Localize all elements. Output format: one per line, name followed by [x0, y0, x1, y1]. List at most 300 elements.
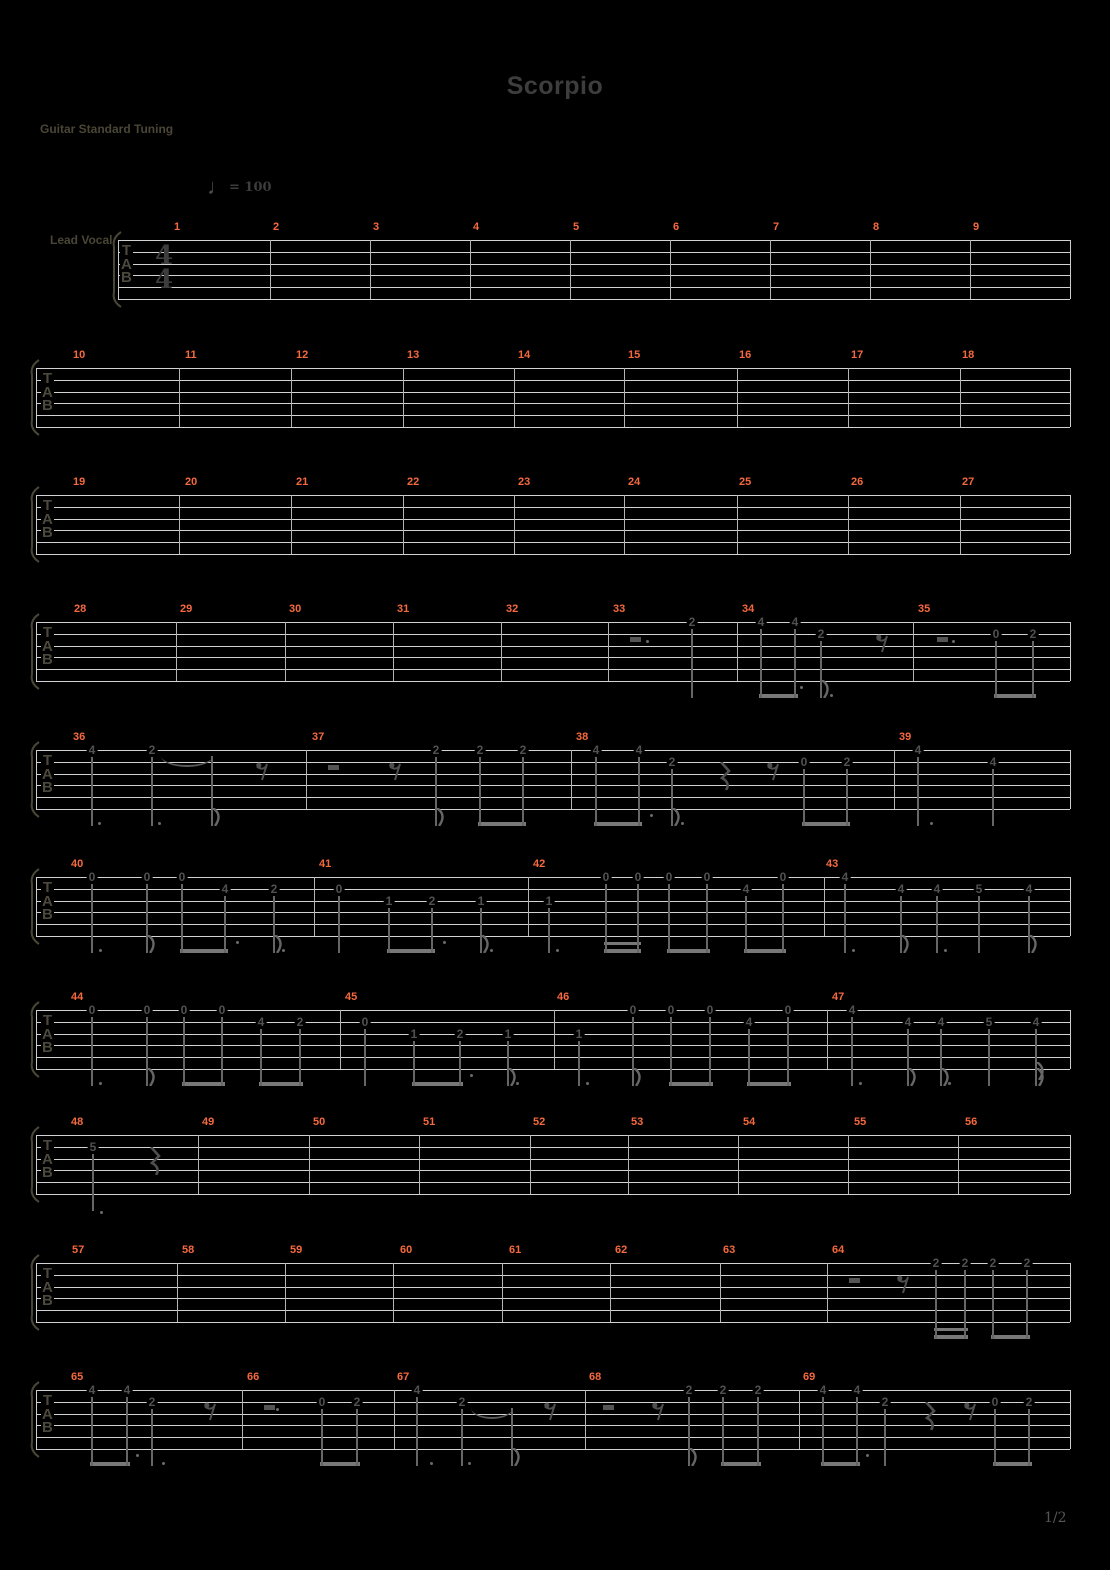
note-stem [748, 1028, 750, 1086]
barline [738, 1135, 739, 1194]
staff-line [36, 1425, 1070, 1426]
measure-number: 29 [180, 603, 193, 615]
barline [894, 750, 895, 809]
fret-number: 5 [89, 1139, 97, 1154]
measure-number: 9 [973, 221, 980, 233]
beam [759, 694, 798, 698]
fret-number: 2 [296, 1014, 304, 1029]
measure-number: 23 [518, 476, 531, 488]
staff-end-line [1070, 750, 1071, 809]
fret-number: 0 [361, 1014, 369, 1029]
fret-number: 4 [841, 870, 849, 884]
fret-number: 0 [665, 870, 673, 884]
fret-number: 0 [703, 870, 711, 884]
measure-number: 64 [832, 1244, 845, 1256]
fret-number: 2 [668, 754, 676, 769]
staff-line [36, 936, 1070, 937]
page-number: 1/2 [1044, 1510, 1067, 1526]
eighth-flag-icon [512, 1448, 522, 1466]
note-stem [638, 756, 640, 826]
measure-number: 67 [397, 1371, 410, 1383]
beam [320, 1462, 360, 1466]
note-stem [794, 628, 796, 698]
note-stem [92, 1153, 94, 1211]
staff-end-line [1070, 1135, 1071, 1194]
measure-number: 68 [589, 1371, 602, 1383]
barline [824, 877, 825, 936]
measure-number: 19 [73, 476, 86, 488]
fret-number: 4 [221, 881, 229, 896]
barline [502, 1263, 503, 1322]
fret-number: 0 [602, 870, 610, 884]
barline [848, 1135, 849, 1194]
note-stem [431, 907, 433, 953]
barline [960, 495, 961, 554]
note-stem [605, 883, 607, 953]
fret-number: 2 [353, 1394, 361, 1409]
staff-line [36, 657, 1070, 658]
staff-line [36, 1263, 1070, 1264]
note-stem [1028, 1408, 1030, 1466]
fret-number: 0 [784, 1003, 792, 1017]
staff-line [36, 1449, 1070, 1450]
measure-number: 57 [72, 1244, 85, 1256]
measure-number: 43 [826, 858, 839, 870]
augmentation-dot [162, 1462, 165, 1465]
note-stem [461, 1408, 463, 1466]
eighth-rest [389, 762, 402, 781]
augmentation-dot [470, 1074, 473, 1077]
staff-line [36, 392, 1070, 393]
measure-number: 46 [557, 991, 570, 1003]
augmentation-dot [236, 941, 239, 944]
staff-line [36, 1159, 1070, 1160]
note-stem [668, 883, 670, 953]
staff-line [36, 646, 1070, 647]
eighth-rest [876, 634, 889, 653]
fret-number: 4 [1025, 881, 1033, 896]
note-stem [988, 1028, 990, 1086]
beam [994, 694, 1036, 698]
beam [604, 949, 641, 953]
measure-number: 34 [742, 603, 755, 615]
augmentation-dot [800, 686, 803, 689]
tab-clef: T A B [42, 370, 53, 414]
measure-number: 25 [739, 476, 752, 488]
staff-bracket [26, 359, 42, 436]
measure-number: 10 [73, 349, 86, 361]
measure-number: 16 [739, 349, 752, 361]
measure-number: 11 [185, 349, 197, 361]
beam [802, 822, 850, 826]
note-stem [844, 883, 846, 953]
barline [340, 1010, 341, 1069]
note-stem [548, 907, 550, 953]
beam [604, 942, 641, 945]
fret-number: 2 [270, 881, 278, 896]
staff-line [36, 495, 1070, 496]
fret-number: 2 [719, 1383, 727, 1397]
staff-line [36, 1135, 1070, 1136]
barline [514, 368, 515, 427]
staff-line [36, 1057, 1070, 1058]
fret-number: 4 [88, 743, 96, 757]
tab-clef: T A B [42, 879, 53, 923]
barline [827, 1263, 828, 1322]
tempo-value: = 100 [229, 180, 272, 195]
augmentation-dot [98, 822, 101, 825]
quarter-note-icon: ♩ [207, 174, 229, 199]
eighth-rest [964, 1402, 977, 1421]
staff-bracket [26, 613, 42, 690]
staff-line [36, 877, 1070, 878]
tab-clef: T A B [42, 497, 53, 541]
tab-clef: T A B [42, 1137, 53, 1181]
fret-number: 2 [1029, 626, 1037, 641]
note-stem [803, 768, 805, 826]
fret-number: 2 [1023, 1256, 1031, 1270]
augmentation-dot [99, 949, 102, 952]
barline [970, 240, 971, 299]
barline [610, 1263, 611, 1322]
fret-number: 2 [961, 1256, 969, 1270]
sixteenth-flag-icon [1036, 1062, 1046, 1080]
staff-line [36, 889, 1070, 890]
augmentation-dot [158, 822, 161, 825]
augmentation-dot [430, 1462, 433, 1465]
measure-number: 58 [182, 1244, 195, 1256]
measure-number: 53 [631, 1116, 644, 1128]
staff-line [36, 1287, 1070, 1288]
measure-number: 18 [962, 349, 975, 361]
fret-number: 4 [123, 1383, 131, 1397]
augmentation-dot [830, 694, 833, 697]
measure-number: 54 [743, 1116, 756, 1128]
note-stem [1026, 1269, 1028, 1339]
augmentation-dot [136, 1454, 139, 1457]
staff-line [36, 1045, 1070, 1046]
barline [370, 240, 371, 299]
measure-number: 5 [573, 221, 580, 233]
fret-number: 2 [754, 1383, 762, 1397]
note-stem [260, 1028, 262, 1086]
measure-number: 48 [71, 1116, 84, 1128]
fret-number: 4 [257, 1014, 265, 1029]
note-stem [522, 756, 524, 826]
staff-bracket [26, 1001, 42, 1078]
barline [848, 368, 849, 427]
barline [309, 1135, 310, 1194]
note-stem [884, 1408, 886, 1466]
fret-number: 0 [779, 870, 787, 884]
beam [478, 822, 526, 826]
staff-end-line [1070, 368, 1071, 427]
barline [501, 622, 502, 681]
note-stem [856, 1396, 858, 1466]
measure-number: 69 [803, 1371, 816, 1383]
fret-number: 4 [1032, 1014, 1040, 1029]
note-stem [670, 1016, 672, 1086]
barline [737, 622, 738, 681]
measure-number: 52 [533, 1116, 546, 1128]
fret-number: 0 [318, 1394, 326, 1409]
fret-number: 2 [432, 743, 440, 757]
staff-line [36, 1310, 1070, 1311]
augmentation-dot [948, 1082, 951, 1085]
barline [419, 1135, 420, 1194]
beam [744, 949, 786, 953]
tuning-label: Guitar Standard Tuning [40, 122, 174, 136]
fret-number: 1 [477, 893, 485, 908]
fret-number: 2 [476, 743, 484, 757]
measure-number: 1 [174, 221, 181, 233]
fret-number: 2 [458, 1394, 466, 1409]
time-signature-upper: 4 [155, 241, 174, 271]
tempo-marking [207, 174, 272, 200]
barline [394, 1390, 395, 1449]
staff-line [36, 924, 1070, 925]
fret-number: 2 [843, 754, 851, 769]
measure-number: 60 [400, 1244, 413, 1256]
note-stem [321, 1408, 323, 1466]
note-stem [388, 907, 390, 953]
fret-number: 4 [791, 615, 799, 629]
staff-line [36, 427, 1070, 428]
fret-number: 4 [757, 615, 765, 629]
half-rest [849, 1278, 860, 1283]
barline [179, 368, 180, 427]
fret-number: 0 [88, 1003, 96, 1017]
staff-end-line [1070, 877, 1071, 936]
note-stem [936, 895, 938, 953]
note-stem [691, 628, 693, 698]
beam [991, 1335, 1030, 1339]
tab-clef: T A B [42, 1012, 53, 1056]
measure-number: 22 [407, 476, 420, 488]
staff-line [36, 1010, 1070, 1011]
fret-number: 4 [989, 754, 997, 769]
measure-number: 44 [71, 991, 84, 1003]
staff-end-line [1070, 1010, 1071, 1069]
note-stem [181, 883, 183, 953]
eighth-flag-icon [901, 935, 911, 953]
quarter-rest [718, 762, 732, 790]
measure-number: 37 [312, 731, 325, 743]
note-stem [356, 1408, 358, 1466]
staff-line [118, 240, 1070, 241]
staff-end-line [1070, 1263, 1071, 1322]
staff-line [36, 1298, 1070, 1299]
note-stem [787, 1016, 789, 1086]
barline [291, 495, 292, 554]
eighth-flag-icon [147, 935, 157, 953]
staff-line [36, 1170, 1070, 1171]
barline [770, 240, 771, 299]
tie-curve [161, 756, 213, 767]
note-stem [91, 1016, 93, 1086]
barline [799, 1390, 800, 1449]
measure-number: 17 [851, 349, 864, 361]
measure-number: 55 [854, 1116, 867, 1128]
eighth-flag-icon [212, 808, 222, 826]
barline [514, 495, 515, 554]
barline [624, 495, 625, 554]
note-stem [822, 1396, 824, 1466]
note-stem [722, 1396, 724, 1466]
measure-number: 28 [74, 603, 87, 615]
fret-number: 0 [218, 1003, 226, 1017]
measure-number: 3 [373, 221, 380, 233]
staff-line [118, 264, 1070, 265]
measure-number: 2 [273, 221, 280, 233]
barline [285, 622, 286, 681]
barline [470, 240, 471, 299]
eighth-flag-icon [1029, 935, 1039, 953]
note-stem [745, 895, 747, 953]
note-stem [992, 768, 994, 826]
measure-number: 15 [628, 349, 641, 361]
staff-line [36, 1390, 1070, 1391]
fret-number: 0 [88, 870, 96, 884]
fret-number: 5 [975, 881, 983, 896]
staff-line [36, 1322, 1070, 1323]
note-stem [91, 756, 93, 826]
note-stem [479, 756, 481, 826]
note-stem [91, 883, 93, 953]
augmentation-dot [99, 1082, 102, 1085]
staff-line [36, 1034, 1070, 1035]
barline [737, 495, 738, 554]
note-stem [994, 1408, 996, 1466]
note-stem [416, 1396, 418, 1466]
note-stem [151, 756, 153, 826]
barline [306, 750, 307, 809]
fret-number: 2 [989, 1256, 997, 1270]
half-rest [630, 637, 641, 642]
barline [393, 622, 394, 681]
measure-number: 50 [313, 1116, 326, 1128]
augmentation-dot [952, 640, 955, 643]
half-rest [264, 1405, 275, 1410]
measure-number: 24 [628, 476, 641, 488]
beam [667, 949, 710, 953]
fret-number: 4 [897, 881, 905, 896]
barline [554, 1010, 555, 1069]
fret-number: 1 [545, 893, 553, 908]
quarter-rest [148, 1147, 162, 1175]
note-stem [1032, 640, 1034, 698]
measure-number: 62 [615, 1244, 628, 1256]
note-stem [299, 1028, 301, 1086]
measure-number: 20 [185, 476, 198, 488]
augmentation-dot [556, 949, 559, 952]
fret-number: 5 [985, 1014, 993, 1029]
staff-line [36, 519, 1070, 520]
beam [821, 1462, 860, 1466]
eighth-rest [652, 1402, 665, 1421]
barline [737, 368, 738, 427]
fret-number: 4 [937, 1014, 945, 1029]
note-stem [935, 1269, 937, 1339]
staff-line [36, 797, 1070, 798]
eighth-rest [544, 1402, 557, 1421]
measure-number: 63 [723, 1244, 736, 1256]
fret-number: 4 [635, 743, 643, 757]
augmentation-dot [681, 822, 684, 825]
eighth-flag-icon [633, 1068, 643, 1086]
measure-number: 13 [407, 349, 420, 361]
fret-number: 0 [180, 1003, 188, 1017]
measure-number: 4 [473, 221, 480, 233]
barline [176, 622, 177, 681]
staff-bracket [26, 1381, 42, 1458]
fret-number: 0 [991, 1394, 999, 1409]
note-stem [782, 883, 784, 953]
staff-line [36, 415, 1070, 416]
augmentation-dot [646, 640, 649, 643]
barline [285, 1263, 286, 1322]
staff-line [36, 1182, 1070, 1183]
eighth-flag-icon [908, 1068, 918, 1086]
tab-clef: T A B [42, 1265, 53, 1309]
measure-number: 8 [873, 221, 880, 233]
tie-curve [471, 1408, 513, 1419]
barline [291, 368, 292, 427]
note-stem [995, 640, 997, 698]
barline [608, 622, 609, 681]
measure-number: 59 [290, 1244, 303, 1256]
fret-number: 4 [914, 743, 922, 757]
measure-number: 14 [518, 349, 531, 361]
note-stem [964, 1269, 966, 1339]
measure-number: 45 [345, 991, 358, 1003]
barline [670, 240, 671, 299]
staff-bracket [26, 1126, 42, 1203]
beam [180, 949, 228, 953]
measure-number: 41 [319, 858, 332, 870]
beam [934, 1335, 968, 1339]
beam [747, 1082, 791, 1086]
measure-number: 36 [73, 731, 86, 743]
beam [259, 1082, 303, 1086]
staff-line [36, 368, 1070, 369]
note-stem [978, 895, 980, 953]
measure-number: 26 [851, 476, 864, 488]
measure-number: 40 [71, 858, 84, 870]
staff-line [36, 681, 1070, 682]
staff-bracket [26, 1254, 42, 1331]
barline [958, 1135, 959, 1194]
staff-end-line [1070, 495, 1071, 554]
note-stem [459, 1040, 461, 1086]
augmentation-dot [866, 1454, 869, 1457]
beam [594, 822, 642, 826]
augmentation-dot [468, 1462, 471, 1465]
note-stem [637, 883, 639, 953]
note-stem [595, 756, 597, 826]
beam [90, 1462, 130, 1466]
measure-number: 56 [965, 1116, 978, 1128]
staff-line [36, 1275, 1070, 1276]
note-stem [183, 1016, 185, 1086]
measure-number: 61 [509, 1244, 522, 1256]
staff-line [36, 785, 1070, 786]
staff-line [36, 774, 1070, 775]
barline [530, 1135, 531, 1194]
staff-line [118, 275, 1070, 276]
staff-line [118, 299, 1070, 300]
fret-number: 4 [745, 1014, 753, 1029]
